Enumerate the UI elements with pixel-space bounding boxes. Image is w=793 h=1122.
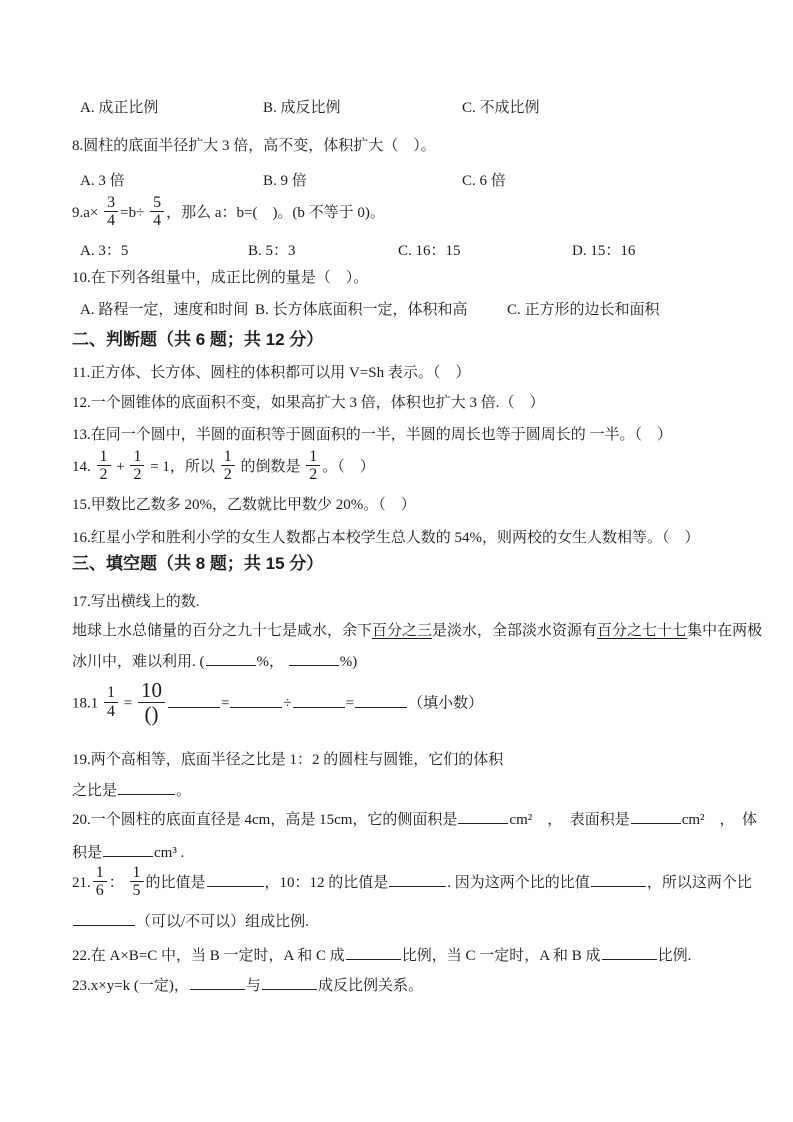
- blank-field: [118, 789, 175, 795]
- q14: [72, 450, 375, 486]
- blank-field: [602, 954, 657, 960]
- blank-field: [293, 702, 345, 708]
- q19-line2: [72, 780, 191, 802]
- text-run: （可以/不可以）组成比例.: [136, 914, 309, 930]
- text-run: 17.写出横线上的数.: [72, 594, 200, 610]
- fraction: [130, 864, 144, 900]
- text-run: 之比是: [72, 783, 118, 799]
- q12: [72, 392, 545, 414]
- fraction-numerator: 1: [130, 448, 144, 466]
- text-run: 冰川中，难以利用. (: [72, 654, 205, 670]
- text-run: 比例.: [657, 948, 692, 964]
- q21-line1: [72, 866, 752, 902]
- blank-field: [190, 984, 245, 990]
- text-run: 比例，当 C 一定时，A 和 B 成: [401, 948, 601, 964]
- text-run: 二、判断题（共 6 题；共 12 分）: [72, 330, 324, 349]
- option-a: A. 3：5: [80, 243, 129, 259]
- q16: [72, 527, 700, 549]
- fraction: [130, 448, 144, 484]
- text-run: %): [339, 654, 358, 670]
- q18: [72, 678, 484, 727]
- fraction-denominator: 2: [223, 466, 232, 484]
- text-run: 三、填空题（共 8 题；共 15 分）: [72, 554, 324, 573]
- text-run: 。（ ）: [322, 459, 375, 476]
- text-run: （填小数）: [408, 695, 484, 712]
- text-run: =: [345, 695, 355, 712]
- text-run: =b÷: [120, 205, 149, 222]
- text-run: 的倒数是: [236, 459, 305, 476]
- blank-field: [262, 984, 317, 990]
- text-run: ÷: [283, 695, 292, 712]
- option-c: C. 正方形的边长和面积: [507, 302, 660, 318]
- blank-field: [103, 851, 153, 857]
- text-run: cm² ， 体: [681, 812, 758, 828]
- text-run: . 因为这两个比的比值: [447, 875, 590, 892]
- blank-field: [355, 702, 407, 708]
- blank-field: [207, 881, 264, 887]
- text-run: =: [120, 695, 136, 712]
- blank-field: [346, 954, 401, 960]
- option-a: A. 3 倍: [80, 173, 125, 189]
- fraction: [150, 194, 164, 230]
- option-b: B. 长方体底面积一定，体积和高: [255, 302, 468, 318]
- fraction: [104, 684, 118, 720]
- q8-options: [0, 170, 793, 192]
- text-run: 是淡水，全部淡水资源有: [432, 623, 598, 639]
- blank-field: [73, 920, 135, 926]
- text-run: ，那么 a：b=( )。(b 不等于 0)。: [166, 205, 385, 222]
- text-run: = 1，所以: [146, 459, 219, 476]
- q17-line3: [72, 651, 357, 673]
- fraction-numerator: 1: [130, 864, 144, 882]
- fraction-denominator: 4: [107, 702, 115, 720]
- fraction-denominator: (): [144, 701, 159, 726]
- text-run: 的比值是: [145, 875, 206, 892]
- blank-field: [631, 818, 681, 824]
- text-run: 9.a×: [72, 205, 103, 222]
- text-run: 地球上水总储量的百分之九十七是咸水，余下: [72, 623, 373, 639]
- fraction-numerator: 1: [104, 684, 118, 702]
- q21-line2: [72, 911, 309, 933]
- fraction-denominator: 2: [99, 466, 108, 484]
- fraction-numerator: 10: [138, 679, 165, 703]
- q9-options: [0, 240, 793, 262]
- text-run: 8.圆柱的底面半径扩大 3 倍，高不变，体积扩大（ ）。: [72, 138, 436, 154]
- fraction-denominator: 4: [107, 212, 116, 230]
- fraction: [104, 194, 118, 230]
- text-run: cm³ .: [154, 845, 185, 861]
- text-run: cm² ， 表面积是: [509, 812, 630, 828]
- q22: [72, 945, 691, 967]
- text-run: 13.在同一个圆中，半圆的面积等于圆面积的一半，半圆的周长也等于圆周长的 一半。（ ）: [72, 427, 673, 443]
- text-run: 14.: [72, 459, 95, 476]
- fraction: [93, 864, 107, 900]
- text-run: ，10：12 的比值是: [264, 875, 389, 892]
- q23: [72, 975, 423, 997]
- underlined-text: 百分之三: [372, 623, 433, 639]
- section-2-heading: [72, 329, 323, 351]
- fraction-denominator: 2: [309, 466, 318, 484]
- blank-field: [230, 702, 282, 708]
- q10-options: [0, 299, 793, 321]
- option-c: C. 6 倍: [462, 173, 506, 189]
- fraction-numerator: 1: [93, 864, 107, 882]
- text-run: 22.在 A×B=C 中，当 B 一定时，A 和 C 成: [72, 948, 345, 964]
- text-run: +: [112, 459, 129, 476]
- text-run: 与: [245, 978, 261, 994]
- fraction-numerator: 1: [221, 448, 235, 466]
- option-b: B. 9 倍: [263, 173, 307, 189]
- text-run: 16.红星小学和胜利小学的女生人数都占本校学生总人数的 54%，则两校的女生人数相等。（ ）: [72, 530, 700, 546]
- text-run: %，: [256, 654, 288, 670]
- option-d: D. 15：16: [572, 243, 636, 259]
- blank-field: [591, 881, 646, 887]
- option-c: C. 不成比例: [462, 100, 540, 116]
- blank-field: [168, 702, 220, 708]
- blank-field: [389, 881, 446, 887]
- text-run: 集中在两极: [687, 623, 763, 639]
- text-run: ：: [108, 875, 128, 892]
- text-run: 19.两个高相等，底面半径之比是 1：2 的圆柱与圆锥，它们的体积: [72, 752, 504, 768]
- text-run: 10.在下列各组量中，成正比例的量是（ ）。: [72, 270, 369, 286]
- blank-field: [458, 818, 508, 824]
- q20-line1: [72, 809, 757, 831]
- text-run: 。: [176, 783, 192, 799]
- text-run: 11.正方体、长方体、圆柱的体积都可以用 V=Sh 表示。（ ）: [72, 365, 471, 381]
- text-run: 21.: [72, 875, 91, 892]
- option-b: B. 成反比例: [263, 100, 341, 116]
- underlined-text: 百分之七十七: [597, 623, 688, 639]
- q19-line1: [72, 749, 503, 771]
- fraction-numerator: 1: [306, 448, 320, 466]
- fraction-numerator: 3: [104, 194, 118, 212]
- fraction-numerator: 5: [150, 194, 164, 212]
- fraction-denominator: 5: [132, 882, 141, 900]
- q15: [72, 494, 416, 516]
- fraction-denominator: 2: [133, 466, 142, 484]
- text-run: 15.甲数比乙数多 20%，乙数就比甲数少 20%。（ ）: [72, 497, 416, 513]
- option-c: C. 16：15: [398, 243, 461, 259]
- text-run: 12.一个圆锥体的底面积不变，如果高扩大 3 倍，体积也扩大 3 倍.（ ）: [72, 395, 545, 411]
- fraction-numerator: 1: [97, 448, 111, 466]
- fraction: [306, 448, 320, 484]
- q10-stem: [72, 267, 368, 289]
- q20-line2: [72, 842, 184, 864]
- q8-stem: [72, 135, 436, 157]
- text-run: ，所以这两个比: [646, 875, 752, 892]
- text-run: 23.x×y=k (一定)，: [72, 978, 189, 994]
- text-run: 20.一个圆柱的底面直径是 4cm，高是 15cm，它的侧面积是: [72, 812, 458, 828]
- text-run: 成反比例关系。: [317, 978, 423, 994]
- q17-line2: [72, 620, 762, 642]
- text-run: 积是: [72, 845, 103, 861]
- fraction: [221, 448, 235, 484]
- section-3-heading: [72, 553, 323, 575]
- fraction: [97, 448, 111, 484]
- q9-stem: [72, 196, 385, 232]
- text-run: =: [220, 695, 230, 712]
- fraction-denominator: 4: [153, 212, 162, 230]
- fraction-denominator: 6: [95, 882, 104, 900]
- option-a: A. 路程一定，速度和时间: [80, 302, 249, 318]
- blank-field: [289, 660, 339, 666]
- q11: [72, 362, 470, 384]
- text-run: 18.1: [72, 695, 102, 712]
- option-b: B. 5：3: [248, 243, 296, 259]
- option-a: A. 成正比例: [80, 100, 159, 116]
- fraction: [138, 679, 165, 725]
- blank-field: [206, 660, 256, 666]
- q17-line1: [72, 591, 200, 613]
- q7-options: [0, 97, 793, 119]
- q13: [72, 424, 672, 446]
